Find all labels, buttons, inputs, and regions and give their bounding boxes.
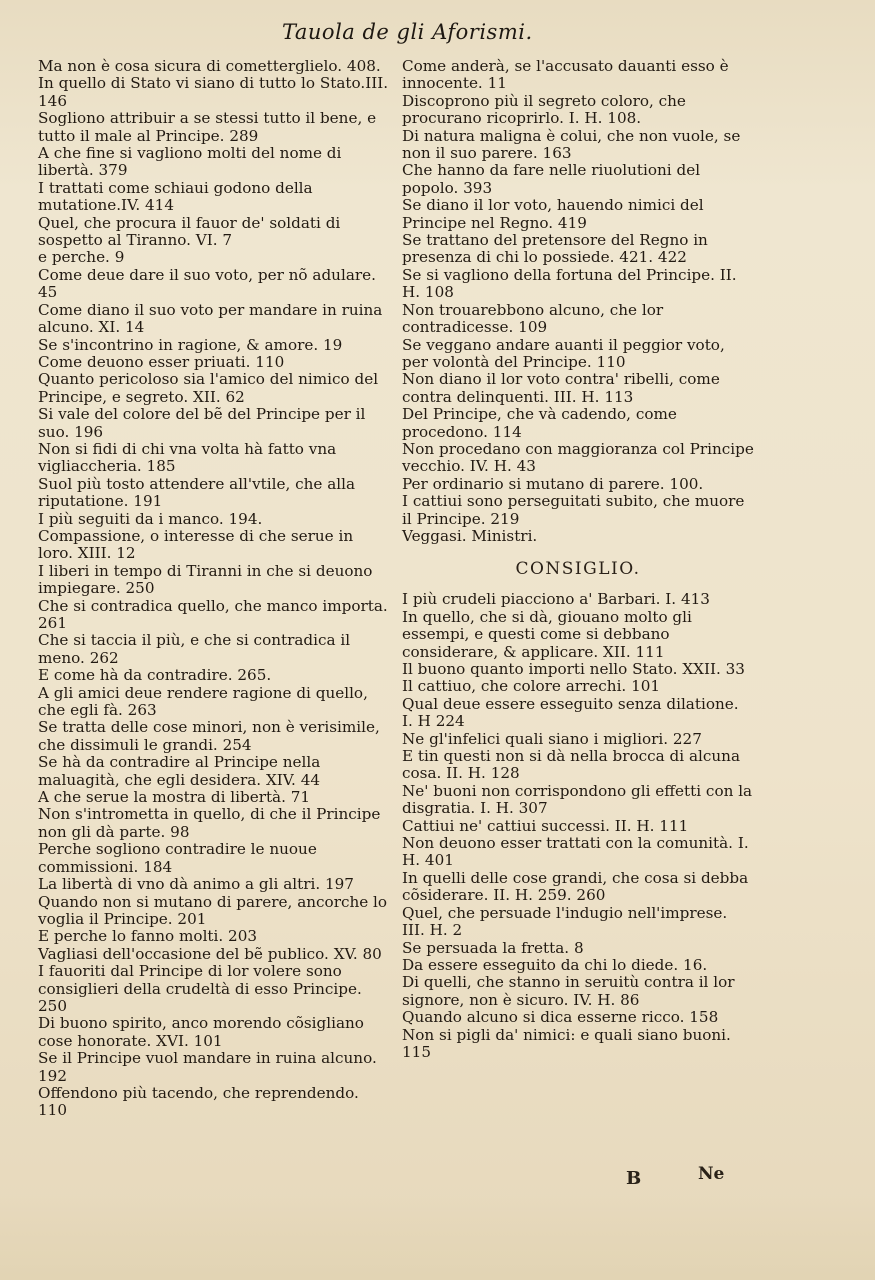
index-entry: Il cattiuo, che colore arrechi. 101	[402, 677, 661, 696]
index-entry: In quelli delle cose grandi, che cosa si debba cõsiderare. II. H. 259. 260	[402, 868, 749, 905]
index-entry: Sogliono attribuir a se stessi tutto il bene, e tutto il male al Principe. 289	[38, 109, 377, 145]
index-entry: I fauoriti dal Principe di lor volere sono consiglieri della crudeltà di esso Principe. 250	[38, 962, 362, 1015]
index-entry: E come hà da contradire. 265.	[38, 666, 272, 685]
running-head: Tauola de gli Aforismi.	[282, 20, 533, 44]
index-entry: Se il Principe vuol mandare in ruina alcuno. 192	[38, 1049, 377, 1085]
index-entry: Di natura maligna è colui, che non vuole, se non il suo parere. 163	[402, 126, 741, 163]
index-entry: Come deue dare il suo voto, per nõ adulare. 45	[38, 265, 376, 302]
index-entry: Come diano il suo voto per mandare in ruina alcuno. XI. 14	[38, 300, 383, 337]
index-entry: A che fine si vagliono molti del nome di libertà. 379	[38, 144, 342, 180]
index-entry: Per ordinario si mutano di parere. 100.	[402, 474, 704, 493]
index-entry: Suol più tosto attendere all'vtile, che alla riputatione. 191	[38, 474, 356, 511]
index-entry: Se hà da contradire al Principe nella maluagità, che egli desidera. XIV. 44	[38, 753, 321, 789]
index-entry: In quello, che si dà, giouano molto gli essempi, e questi come si debbano considerare, & applicare. XII. 111	[402, 607, 692, 661]
index-entry: Quando alcuno si dica esserne ricco. 158	[402, 1008, 719, 1027]
index-entry: Non si fidi di chi vna volta hà fatto vna vigliaccheria. 185	[38, 439, 337, 476]
index-entry: Non deuono esser trattati con la comunità. I. H. 401	[402, 834, 749, 870]
index-entry: Si vale del colore del bẽ del Principe per il suo. 196	[38, 405, 366, 441]
index-entry: Come anderà, se l'accusato dauanti esso è innocente. 11	[402, 57, 729, 93]
index-entry: I liberi in tempo di Tiranni in che si deuono impiegare. 250	[38, 561, 373, 598]
index-entry: Offendono più tacendo, che reprendendo. 110	[38, 1083, 359, 1120]
index-entry: A che serue la mostra di libertà. 71	[38, 788, 311, 807]
index-entry: Compassione, o interesse di che serue in loro. XIII. 12	[38, 526, 354, 563]
index-entry: In quello di Stato vi siano di tutto lo Stato.III. 146	[38, 74, 389, 110]
index-entry: Cattiui ne' cattiui successi. II. H. 111	[402, 816, 689, 835]
left-column	[38, 58, 390, 1120]
index-entry: I cattiui sono perseguitati subito, che muore il Principe. 219	[402, 492, 745, 528]
index-entry: Di quelli, che stanno in seruitù contra il lor signore, non è sicuro. IV. H. 86	[402, 973, 735, 1009]
index-entry: Che si taccia il più, e che si contradica il meno. 262	[38, 631, 351, 667]
index-entry: Se diano il lor voto, hauendo nimici del Principe nel Regno. 419	[402, 196, 704, 232]
right-column-top	[402, 58, 754, 545]
index-entry: Non s'intrometta in quello, di che il Principe non gli dà parte. 98	[38, 805, 381, 841]
index-entry: Non si pigli da' nimici: e quali siano buoni. 115	[402, 1025, 731, 1061]
index-entry: Se si vagliono della fortuna del Principe. II. H. 108	[402, 265, 737, 302]
index-entry: Da essere esseguito da chi lo diede. 16.	[402, 955, 708, 974]
index-entry: Qual deue essere esseguito senza dilatione. I. H 224	[402, 694, 739, 731]
signature-mark: B	[626, 1168, 642, 1189]
right-column	[402, 58, 754, 1061]
index-entry: Se trattano del pretensore del Regno in presenza di chi lo possiede. 421. 422	[402, 231, 708, 267]
catchword: Ne	[698, 1164, 725, 1184]
index-entry: Se persuada la fretta. 8	[402, 938, 584, 957]
index-entry: Il buono quanto importi nello Stato. XXII. 33	[402, 660, 745, 678]
index-entry: Che hanno da fare nelle riuolutioni del popolo. 393	[402, 161, 701, 197]
index-entry: Se tratta delle cose minori, non è verisimile, che dissimuli le grandi. 254	[38, 718, 380, 754]
index-entry: e perche. 9	[38, 248, 125, 267]
index-entry: Discoprono più il segreto coloro, che procurano ricoprirlo. I. H. 108.	[402, 91, 686, 128]
index-entry: Del Principe, che và cadendo, come procedono. 114	[402, 405, 677, 441]
index-entry: La libertà di vno dà animo a gli altri. 197	[38, 875, 354, 894]
index-entry: Ma non è cosa sicura di cometterglielo. 408.	[38, 57, 381, 75]
index-entry: I più seguiti da i manco. 194.	[38, 509, 263, 528]
index-entry: Ne gl'infelici quali siano i migliori. 227	[402, 729, 702, 748]
index-entry: Ne' buoni non corrispondono gli effetti con la disgratia. I. H. 307	[402, 781, 753, 818]
index-entry: Come deuono esser priuati. 110	[38, 352, 285, 371]
index-entry: Che si contradica quello, che manco importa. 261	[38, 596, 388, 632]
index-entry: Non trouarebbono alcuno, che lor contradicesse. 109	[402, 300, 664, 337]
index-entry: Quando non si mutano di parere, ancorche lo voglia il Principe. 201	[38, 892, 388, 928]
index-entry: E perche lo fanno molti. 203	[38, 927, 258, 946]
index-entry: Quanto pericoloso sia l'amico del nimico del Principe, e segreto. XII. 62	[38, 370, 379, 406]
index-entry: Veggasi. Ministri.	[402, 526, 538, 545]
index-entry: Quel, che procura il fauor de' soldati di sospetto al Tiranno. VI. 7	[38, 213, 341, 250]
index-entry: Non procedano con maggioranza col Principe vecchio. IV. H. 43	[402, 439, 754, 476]
index-entry: Se veggano andare auanti il peggior voto, per volontà del Principe. 110	[402, 335, 725, 371]
index-entry: E tin questi non si dà nella brocca di alcuna cosa. II. H. 128	[402, 747, 741, 783]
right-column-bottom	[402, 591, 754, 1061]
index-entry: Se s'incontrino in ragione, & amore. 19	[38, 335, 343, 354]
index-entry: Perche sogliono contradire le nuoue commissioni. 184	[38, 840, 317, 876]
index-entry: Vagliasi dell'occasione del bẽ publico. XV. 80	[38, 944, 382, 963]
section-title: CONSIGLIO.	[515, 559, 641, 580]
index-entry: I più crudeli piacciono a' Barbari. I. 413	[402, 590, 710, 609]
index-entry: I trattati come schiaui godono della mutatione.IV. 414	[38, 178, 313, 215]
index-entry: A gli amici deue rendere ragione di quello, che egli fà. 263	[38, 683, 368, 720]
index-entry: Di buono spirito, anco morendo cõsigliano cose honorate. XVI. 101	[38, 1014, 364, 1050]
index-entry: Non diano il lor voto contra' ribelli, come contra delinquenti. III. H. 113	[402, 370, 720, 406]
index-entry: Quel, che persuade l'indugio nell'imprese. III. H. 2	[402, 903, 728, 940]
